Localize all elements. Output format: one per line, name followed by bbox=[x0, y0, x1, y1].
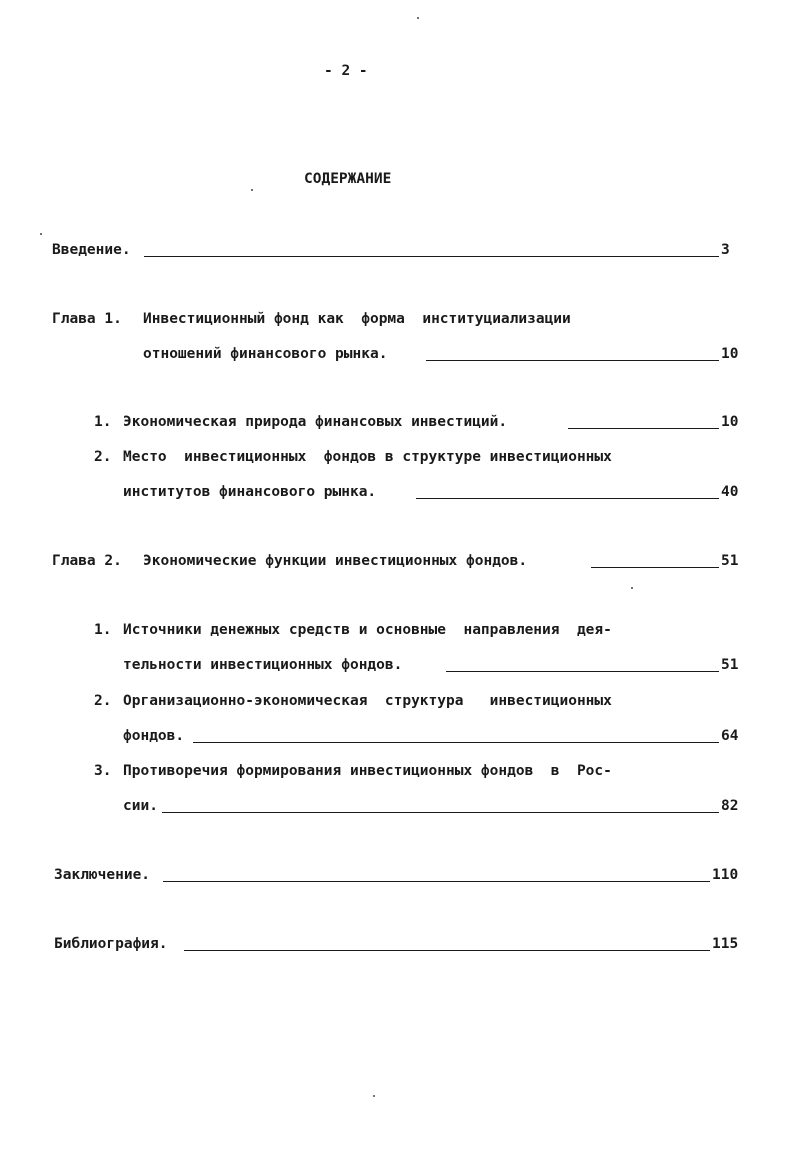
page-number: - 2 - bbox=[324, 63, 368, 79]
section-label-line-1: Противоречия формирования инвестиционных фондов в Рос- bbox=[123, 763, 612, 779]
leader-line bbox=[163, 881, 710, 882]
toc-page-number: 10 bbox=[721, 346, 739, 362]
toc-page-number: 3 bbox=[721, 242, 730, 258]
leader-line bbox=[416, 498, 719, 499]
section-label-line-2: тельности инвестиционных фондов. bbox=[123, 657, 403, 673]
section-number: 1. bbox=[94, 414, 112, 430]
chapter-title-line-1: Инвестиционный фонд как форма институциализации bbox=[143, 311, 571, 327]
section-label-line-1: Источники денежных средств и основные направления дея- bbox=[123, 622, 612, 638]
toc-entry-label: Библиография. bbox=[54, 936, 168, 952]
leader-line bbox=[144, 256, 719, 257]
chapter-title-line-2: отношений финансового рынка. bbox=[143, 346, 388, 362]
toc-entry-label: Введение. bbox=[52, 242, 131, 258]
toc-page-number: 10 bbox=[721, 414, 739, 430]
chapter-prefix: Глава 1. bbox=[52, 311, 122, 327]
toc-page-number: 110 bbox=[712, 867, 739, 883]
toc-page-number: 115 bbox=[712, 936, 739, 952]
leader-line bbox=[568, 428, 719, 429]
section-number: 3. bbox=[94, 763, 112, 779]
section-number: 2. bbox=[94, 693, 112, 709]
toc-page-number: 51 bbox=[721, 553, 739, 569]
toc-page-number: 51 bbox=[721, 657, 739, 673]
toc-page-number: 64 bbox=[721, 728, 739, 744]
scan-speck bbox=[251, 189, 253, 191]
leader-line bbox=[162, 812, 719, 813]
section-label-line-1: Организационно-экономическая структура инвестиционных bbox=[123, 693, 612, 709]
section-number: 2. bbox=[94, 449, 112, 465]
leader-line bbox=[446, 671, 719, 672]
leader-line bbox=[193, 742, 719, 743]
scan-speck bbox=[417, 17, 419, 19]
toc-entry-label: Заключение. bbox=[54, 867, 151, 883]
section-label-line-2: институтов финансового рынка. bbox=[123, 484, 377, 500]
section-number: 1. bbox=[94, 622, 112, 638]
leader-line bbox=[591, 567, 719, 568]
leader-line bbox=[184, 950, 710, 951]
section-label-line-2: фондов. bbox=[123, 728, 185, 744]
toc-title: СОДЕРЖАНИЕ bbox=[304, 171, 392, 187]
toc-page-number: 40 bbox=[721, 484, 739, 500]
section-label-line-1: Место инвестиционных фондов в структуре инвестиционных bbox=[123, 449, 612, 465]
chapter-prefix: Глава 2. bbox=[52, 553, 122, 569]
leader-line bbox=[426, 360, 719, 361]
scan-speck bbox=[40, 233, 42, 235]
section-label-line-2: сии. bbox=[123, 798, 158, 814]
scan-speck bbox=[373, 1095, 375, 1097]
section-label: Экономическая природа финансовых инвестиций. bbox=[123, 414, 508, 430]
chapter-title: Экономические функции инвестиционных фондов. bbox=[143, 553, 528, 569]
toc-page-number: 82 bbox=[721, 798, 739, 814]
scan-speck bbox=[631, 587, 633, 589]
